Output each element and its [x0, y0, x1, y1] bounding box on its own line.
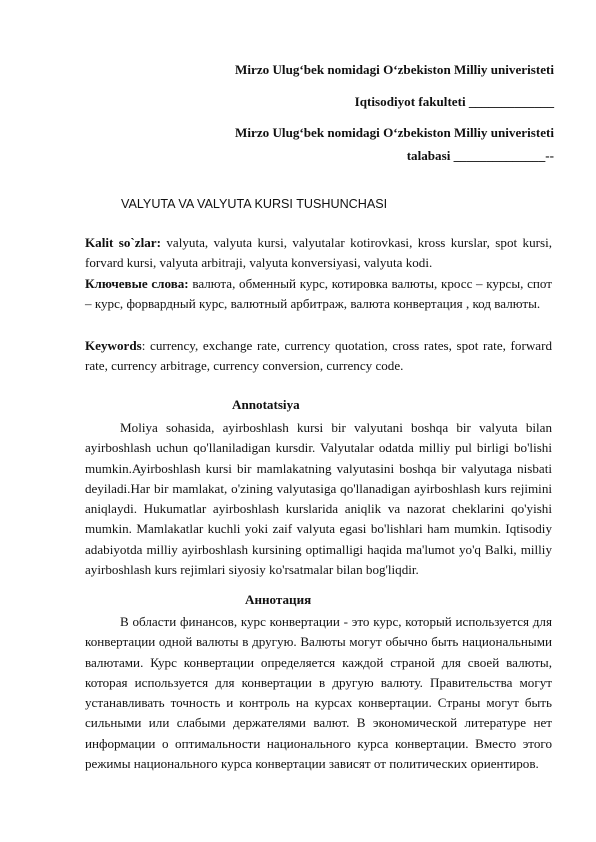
document-title: VALYUTA VA VALYUTA KURSI TUSHUNCHASI: [121, 197, 388, 211]
annotation-uz-heading: Annotatsiya: [232, 397, 300, 412]
annotation-ru-text: В области финансов, курс конвертации - это курс, который используется для конвертации одной валюты в другую. Валюты могут обычно быть национальными валютами. Курс конвертации определяется каждой страной для своей валюты, которая используется для конвертации в другую валюту. Правительства могут устанавливать точность и контроль на курсах конвертации. Страны могут быть сильными или слабыми держателями валют. В экономической литературе нет информации о оптимальности национального курса конвертации. Вместо этого режимы национального курса конвертации зависят от политических ориентиров.: [85, 614, 552, 772]
annotation-ru-heading: Аннотация: [245, 592, 312, 607]
keywords-uz-label: Kalit so`zlar:: [85, 235, 161, 250]
keywords-ru: [85, 274, 552, 314]
keywords-uz-text: valyuta, valyuta kursi, valyutalar kotirovkasi, kross kurslar, spot kursi, forvard kursi, valyuta arbitraji, valyuta konversiyasi, valyuta kodi.: [85, 235, 553, 270]
keywords-en: [85, 336, 552, 376]
student-line: talabasi ______________--: [406, 148, 554, 163]
university-line-2: Mirzo Ulug‘bek nomidagi O‘zbekiston Milliy univeristeti: [235, 125, 554, 140]
keywords-ru-text: валюта, обменный курс, котировка валюты, кросс – курсы, спот – курс, форвардный курс, валютный арбитраж, валюта конвертация , код валюты.: [85, 276, 552, 311]
university-line-1: Mirzo Ulug‘bek nomidagi O‘zbekiston Milliy univeristeti: [235, 62, 554, 77]
keywords-en-label: Keywords: [85, 338, 142, 353]
keywords-en-text: : currency, exchange rate, currency quotation, cross rates, spot rate, forward rate, currency arbitrage, currency conversion, currency code.: [85, 338, 552, 373]
keywords-ru-label: Ключевые слова:: [85, 276, 189, 291]
keywords-uz: [85, 233, 552, 273]
annotation-uz-text: Moliya sohasida, ayirboshlash kursi bir valyutani boshqa bir valyuta bilan ayirboshlash uchun qo'llaniladigan kursdir. Valyutalar odatda milliy pul birligi bo'lishi mumkin.Ayirboshlash kursi bir mamlakatning valyutasini boshqa bir valyutaga nisbati deyiladi.Har bir mamlakat, o'zining valyutasiga qo'llanadigan ayirboshlash kurs rejimini aniqlaydi. Hukumatlar ayirboshlash kurslarida aniqlik va nazorat cheklarini qo'yishi mumkin. Mamlakatlar kuchli yoki zaif valyuta egasi bo'lishlari ham mumkin. Iqtisodiy adabiyotda milliy ayirboshlash kursining optimalligi haqida ma'lumot yo'q Balki, milliy ayirboshlash kurs rejimlari siyosiy ko'rsatmalar bilan bog'liqdir.: [85, 420, 552, 578]
faculty-line: Iqtisodiyot fakulteti _____________: [354, 94, 554, 109]
